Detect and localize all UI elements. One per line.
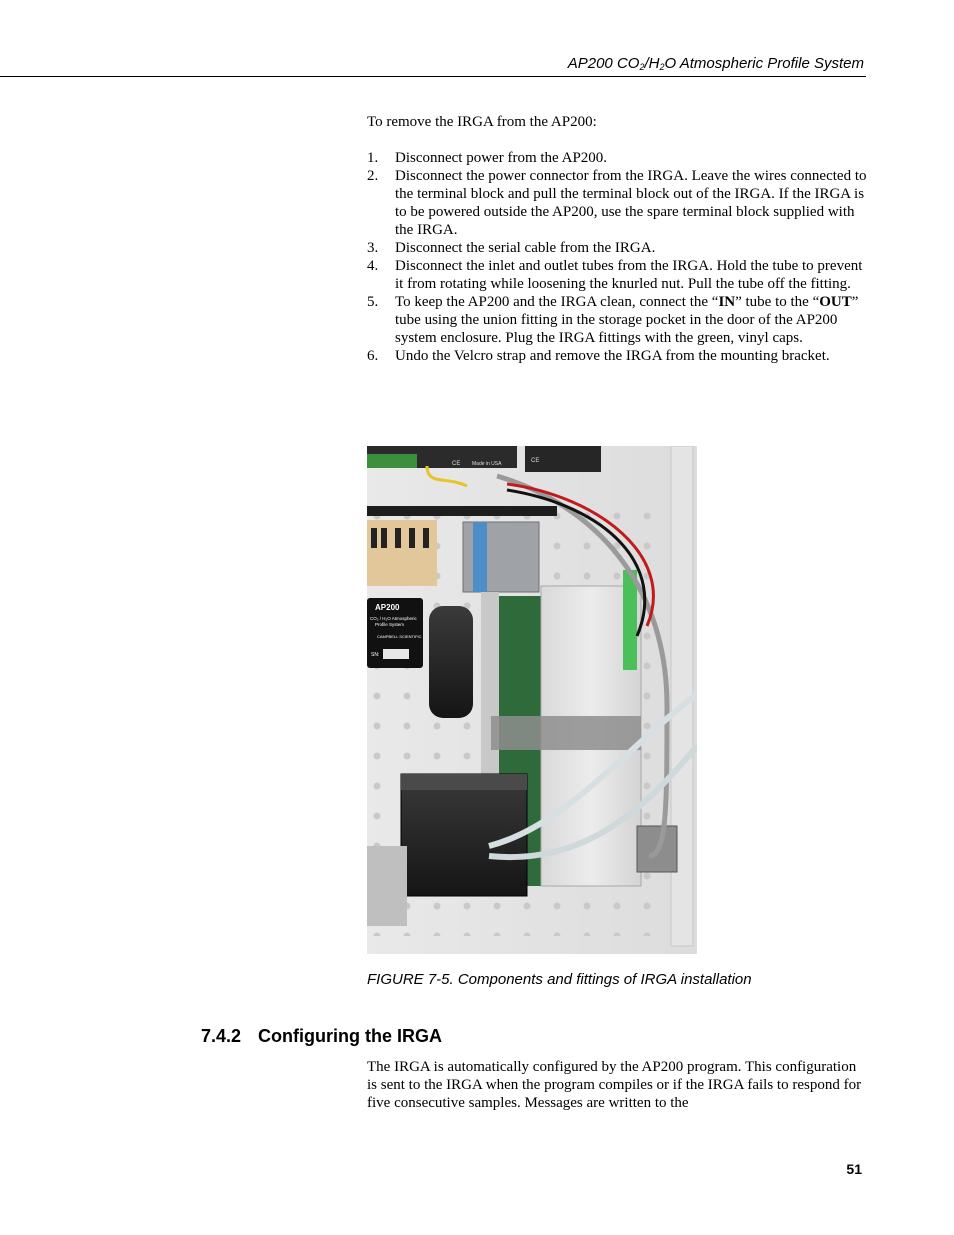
label-system-2: Profile System	[375, 622, 405, 627]
label-ap200: AP200	[375, 603, 400, 612]
list-item: 6. Undo the Velcro strap and remove the IRGA from the mounting bracket.	[367, 348, 830, 364]
running-header: AP200 $CO_2/H_2O$ Atmospheric Profile System	[567, 55, 864, 72]
section-heading	[201, 1026, 442, 1047]
list-item: 5. To keep the AP200 and the IRGA clean, connect the “IN” tube to the “OUT” tube using the union fitting in the storage pocket in the door of the AP200 system enclosure. Plug the IRGA fittings with the green, vinyl caps.	[367, 294, 859, 346]
list-item: 3. Disconnect the serial cable from the IRGA.	[367, 240, 656, 256]
terminal-strip	[367, 454, 417, 468]
green-connector	[623, 570, 637, 670]
intro-text: To remove the IRGA from the AP200:	[367, 114, 597, 130]
made-in-usa-label: Made in USA	[472, 461, 502, 467]
section-number: 7.4.2	[201, 1026, 242, 1046]
sn-field	[383, 649, 409, 659]
label-system: CO₂ / H₂O Atmospheric	[370, 616, 417, 621]
filter-canister	[429, 606, 473, 718]
list-item: 2. Disconnect the power connector from the IRGA. Leave the wires connected to the terminal block and pull the terminal block out of the IRGA. If the IRGA is to be powered outside the AP200, use the spare terminal block supplied with the IRGA.	[367, 168, 867, 238]
section-paragraph: The IRGA is automatically configured by the AP200 program. This configuration is sent to the IRGA when the program compiles or if the IRGA fails to respond for five consecutive samples. Messages are written to the	[367, 1059, 862, 1111]
list-item: 1. Disconnect power from the AP200.	[367, 150, 608, 166]
irga-installation-figure	[367, 446, 697, 954]
header-rule	[0, 76, 866, 77]
label-sn: SN:	[371, 652, 380, 658]
pump-block-top	[401, 774, 527, 790]
terminal-blocks	[367, 520, 437, 586]
bottom-fittings	[367, 846, 407, 926]
list-item: 4. Disconnect the inlet and outlet tubes from the IRGA. Hold the tube to prevent it from rotating while loosening the knurled nut. Pull the tube off the fitting.	[367, 258, 863, 292]
converter-terminals	[473, 522, 487, 592]
pump-block	[401, 774, 527, 896]
removal-steps-list	[367, 149, 867, 365]
velcro-strap	[491, 716, 641, 750]
ce-mark-1: CE	[452, 461, 461, 467]
section-title: Configuring the IRGA	[258, 1026, 442, 1046]
page-number: 51	[846, 1161, 862, 1177]
din-rail	[367, 506, 557, 516]
ce-mark-2: CE	[531, 458, 540, 464]
figure-caption: FIGURE 7-5. Components and fittings of IRGA installation	[367, 971, 752, 988]
label-brand: CAMPBELL SCIENTIFIC	[377, 634, 422, 639]
